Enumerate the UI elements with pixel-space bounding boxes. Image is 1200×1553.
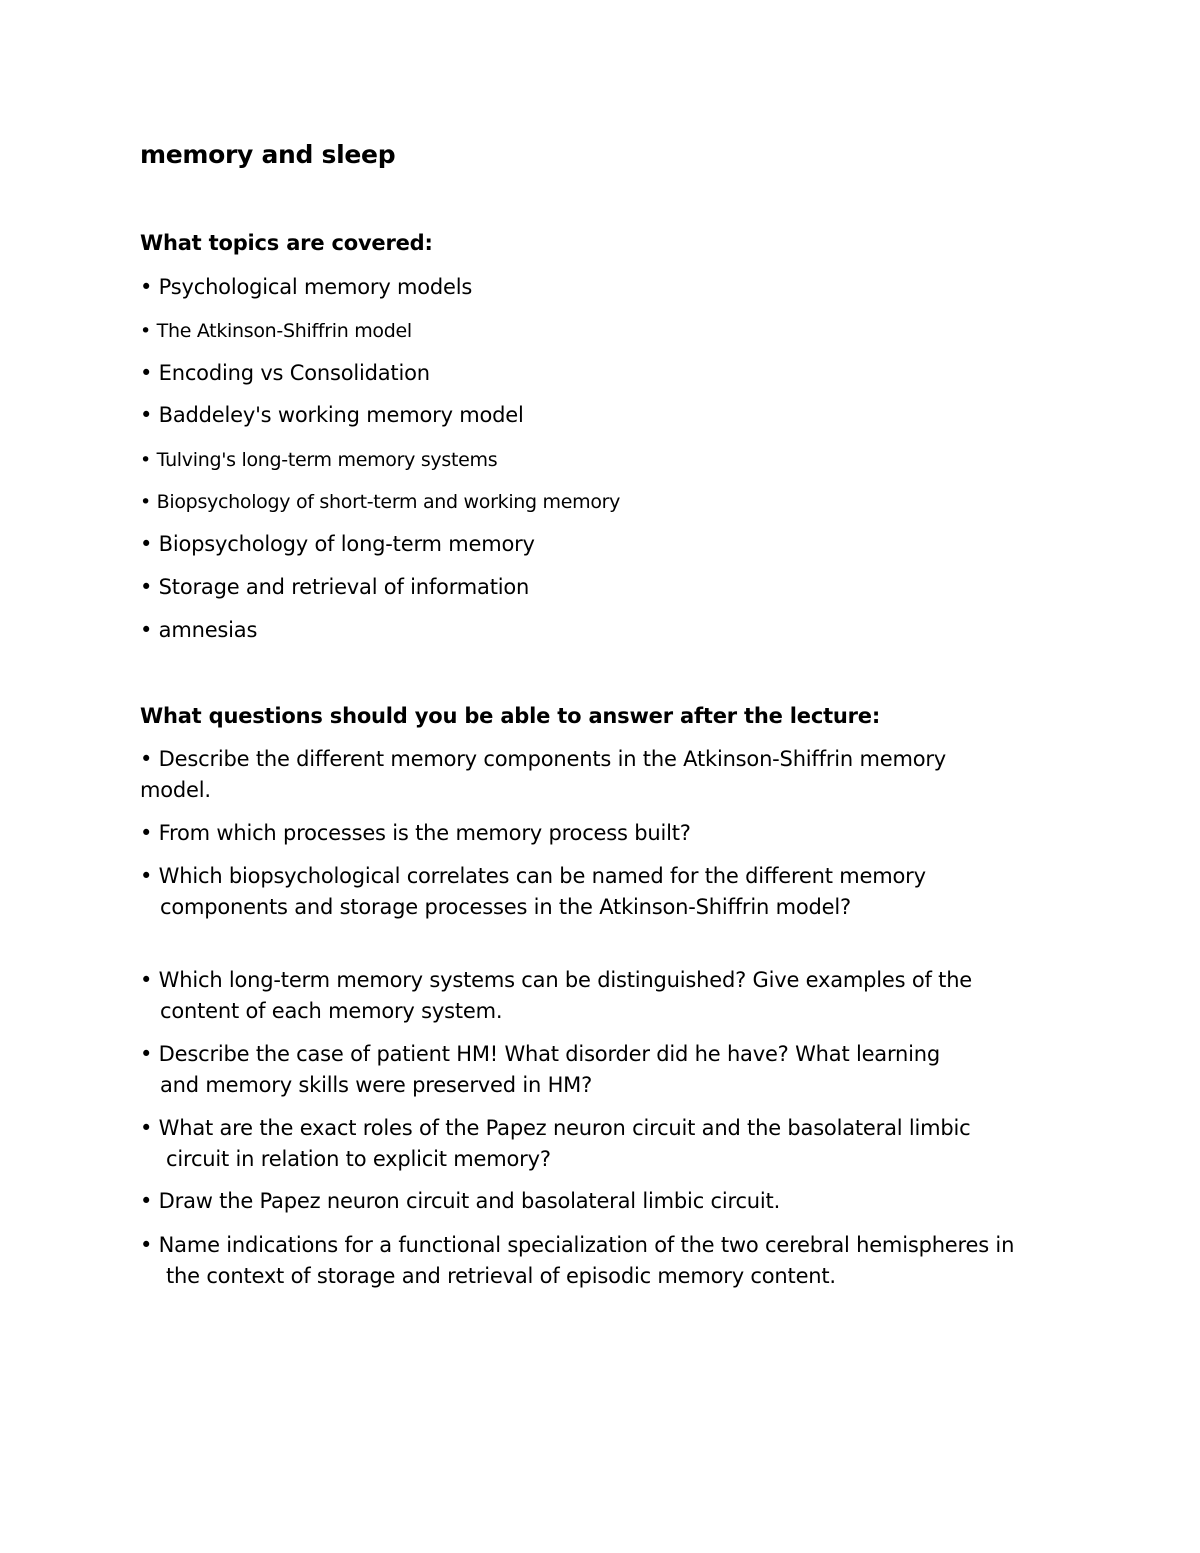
question-item: • What are the exact roles of the Papez neuron circuit and the basolateral limbic [140,1116,971,1140]
questions-heading: What questions should you be able to answer after the lecture: [140,704,881,728]
question-item-continuation: model. [140,778,211,802]
question-item: • Which biopsychological correlates can be named for the different memory [140,864,926,888]
document-title: memory and sleep [140,140,396,169]
topic-item: • Tulving's long-term memory systems [140,449,498,471]
question-item: • Describe the different memory components in the Atkinson-Shiffrin memory [140,747,947,771]
topic-item: • The Atkinson-Shiffrin model [140,320,412,342]
question-item: • Draw the Papez neuron circuit and basolateral limbic circuit. [140,1189,781,1213]
question-item-continuation: circuit in relation to explicit memory? [166,1147,551,1171]
question-item-continuation: content of each memory system. [160,999,503,1023]
topic-item: • Biopsychology of short-term and working memory [140,491,621,513]
topic-item: • Baddeley's working memory model [140,403,524,427]
question-item: • Name indications for a functional specialization of the two cerebral hemispheres in [140,1233,1015,1257]
topic-item: • Biopsychology of long-term memory [140,532,535,556]
question-item: • From which processes is the memory process built? [140,821,691,845]
question-item-continuation: and memory skills were preserved in HM? [160,1073,593,1097]
question-item-continuation: the context of storage and retrieval of episodic memory content. [166,1264,836,1288]
topic-item: • amnesias [140,618,258,642]
topic-item: • Storage and retrieval of information [140,575,530,599]
topic-item: • Psychological memory models [140,275,473,299]
question-item-continuation: components and storage processes in the Atkinson-Shiffrin model? [160,895,851,919]
question-item: • Describe the case of patient HM! What disorder did he have? What learning [140,1042,941,1066]
topics-heading: What topics are covered: [140,231,433,255]
question-item: • Which long-term memory systems can be distinguished? Give examples of the [140,968,973,992]
topic-item: • Encoding vs Consolidation [140,361,430,385]
